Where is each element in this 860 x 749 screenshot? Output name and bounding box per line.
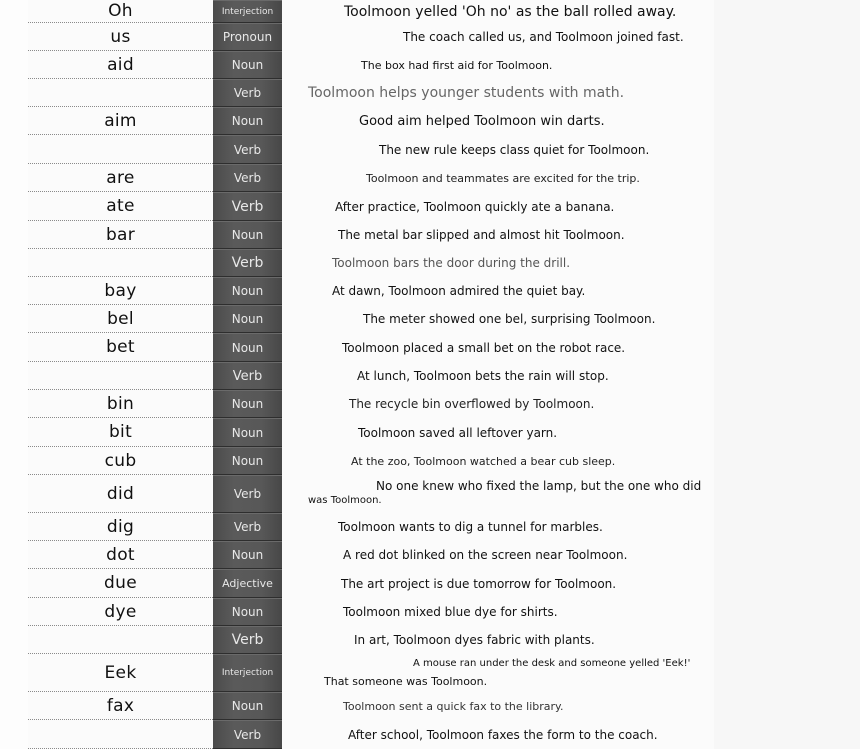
word-row — [0, 720, 860, 749]
word-cell: cub — [28, 447, 213, 475]
word-row — [0, 305, 860, 333]
word-cell: bit — [28, 418, 213, 447]
example-sentence — [0, 475, 860, 513]
part-of-speech-badge: Noun — [213, 277, 282, 305]
example-sentence: Good aim helped Toolmoon win darts. — [359, 113, 605, 129]
word-cell: bet — [28, 333, 213, 362]
part-of-speech-badge: Verb — [213, 513, 282, 541]
word-cell — [28, 626, 213, 654]
example-sentence: Toolmoon and teammates are excited for the trip. — [366, 171, 640, 185]
part-of-speech-badge: Verb — [213, 362, 282, 390]
word-row — [0, 654, 860, 692]
part-of-speech-badge: Interjection — [213, 0, 282, 23]
word-row — [0, 107, 860, 135]
part-of-speech-badge: Noun — [213, 418, 282, 447]
word-cell: bay — [28, 277, 213, 305]
part-of-speech-badge: Verb — [213, 720, 282, 749]
part-of-speech-badge: Noun — [213, 107, 282, 135]
example-sentence: Toolmoon mixed blue dye for shirts. — [343, 605, 558, 619]
example-sentence: Toolmoon yelled 'Oh no' as the ball rolled away. — [344, 3, 677, 20]
example-sentence: Toolmoon sent a quick fax to the library. — [343, 699, 564, 713]
part-of-speech-badge: Noun — [213, 447, 282, 475]
word-row — [0, 598, 860, 626]
word-cell: bin — [28, 390, 213, 418]
example-sentence: At dawn, Toolmoon admired the quiet bay. — [332, 284, 586, 298]
part-of-speech-badge: Verb — [213, 135, 282, 164]
word-cell: fax — [28, 692, 213, 720]
example-sentence: Toolmoon placed a small bet on the robot race. — [342, 340, 626, 355]
example-sentence: In art, Toolmoon dyes fabric with plants. — [354, 633, 595, 647]
word-row — [0, 79, 860, 107]
word-row — [0, 221, 860, 249]
word-cell: due — [28, 569, 213, 598]
example-sentence: Toolmoon wants to dig a tunnel for marbles. — [338, 520, 603, 534]
word-cell: aid — [28, 51, 213, 79]
word-cell — [28, 720, 213, 749]
word-cell — [28, 249, 213, 277]
word-row — [0, 447, 860, 475]
word-cell: did — [28, 475, 213, 513]
word-cell: are — [28, 164, 213, 192]
example-sentence-line2: was Toolmoon. — [308, 495, 382, 506]
part-of-speech-badge: Noun — [213, 390, 282, 418]
example-sentence: The coach called us, and Toolmoon joined fast. — [403, 30, 684, 44]
example-sentence: The recycle bin overflowed by Toolmoon. — [349, 397, 595, 411]
word-cell: ate — [28, 192, 213, 221]
word-cell: dye — [28, 598, 213, 626]
example-sentence: Toolmoon bars the door during the drill. — [332, 256, 571, 270]
word-row — [0, 390, 860, 418]
word-cell: Eek — [28, 654, 213, 692]
word-row — [0, 418, 860, 447]
word-cell: bar — [28, 221, 213, 249]
part-of-speech-badge: Verb — [213, 79, 282, 107]
example-sentence-line1: No one knew who fixed the lamp, but the one who did — [376, 479, 702, 493]
example-sentence: The new rule keeps class quiet for Toolmoon. — [379, 142, 650, 157]
example-sentence: The art project is due tomorrow for Toolmoon. — [341, 576, 617, 591]
word-cell: us — [28, 23, 213, 51]
word-row — [0, 692, 860, 720]
word-row — [0, 23, 860, 51]
part-of-speech-badge: Verb — [213, 164, 282, 192]
example-sentence-line2: That someone was Toolmoon. — [324, 675, 488, 688]
example-sentence: Toolmoon saved all leftover yarn. — [358, 425, 558, 440]
example-sentence: The metal bar slipped and almost hit Toolmoon. — [338, 228, 625, 242]
word-cell — [28, 79, 213, 107]
part-of-speech-badge: Verb — [213, 475, 282, 513]
word-row — [0, 135, 860, 164]
word-cell: dot — [28, 541, 213, 569]
example-sentence: A red dot blinked on the screen near Toolmoon. — [343, 548, 628, 562]
word-cell: Oh — [28, 0, 213, 23]
part-of-speech-badge: Pronoun — [213, 23, 282, 51]
word-cell — [28, 135, 213, 164]
example-sentence-line1: A mouse ran under the desk and someone yelled 'Eek!' — [413, 658, 691, 669]
word-row — [0, 0, 860, 23]
part-of-speech-badge: Adjective — [213, 569, 282, 598]
part-of-speech-badge: Noun — [213, 305, 282, 333]
example-sentence — [0, 654, 860, 692]
part-of-speech-badge: Verb — [213, 192, 282, 221]
word-row — [0, 569, 860, 598]
part-of-speech-badge: Noun — [213, 333, 282, 362]
part-of-speech-badge: Noun — [213, 51, 282, 79]
word-row — [0, 333, 860, 362]
word-cell: dig — [28, 513, 213, 541]
example-sentence: Toolmoon helps younger students with math. — [308, 85, 625, 101]
part-of-speech-badge: Interjection — [213, 654, 282, 692]
word-row — [0, 626, 860, 654]
word-cell: aim — [28, 107, 213, 135]
word-row — [0, 51, 860, 79]
part-of-speech-badge: Noun — [213, 598, 282, 626]
word-row — [0, 541, 860, 569]
example-sentence: The box had first aid for Toolmoon. — [361, 58, 553, 72]
word-row — [0, 192, 860, 221]
part-of-speech-badge: Noun — [213, 541, 282, 569]
word-row — [0, 277, 860, 305]
word-row — [0, 362, 860, 390]
word-row — [0, 475, 860, 513]
example-sentence: After school, Toolmoon faxes the form to the coach. — [348, 727, 658, 742]
part-of-speech-badge: Noun — [213, 692, 282, 720]
word-cell: bel — [28, 305, 213, 333]
word-row — [0, 513, 860, 541]
part-of-speech-badge: Verb — [213, 626, 282, 654]
word-row — [0, 164, 860, 192]
example-sentence: The meter showed one bel, surprising Toolmoon. — [363, 312, 656, 326]
example-sentence: After practice, Toolmoon quickly ate a banana. — [335, 199, 615, 214]
word-cell — [28, 362, 213, 390]
part-of-speech-badge: Verb — [213, 249, 282, 277]
word-row — [0, 249, 860, 277]
example-sentence: At the zoo, Toolmoon watched a bear cub sleep. — [351, 454, 616, 468]
part-of-speech-badge: Noun — [213, 221, 282, 249]
example-sentence: At lunch, Toolmoon bets the rain will stop. — [357, 369, 609, 383]
